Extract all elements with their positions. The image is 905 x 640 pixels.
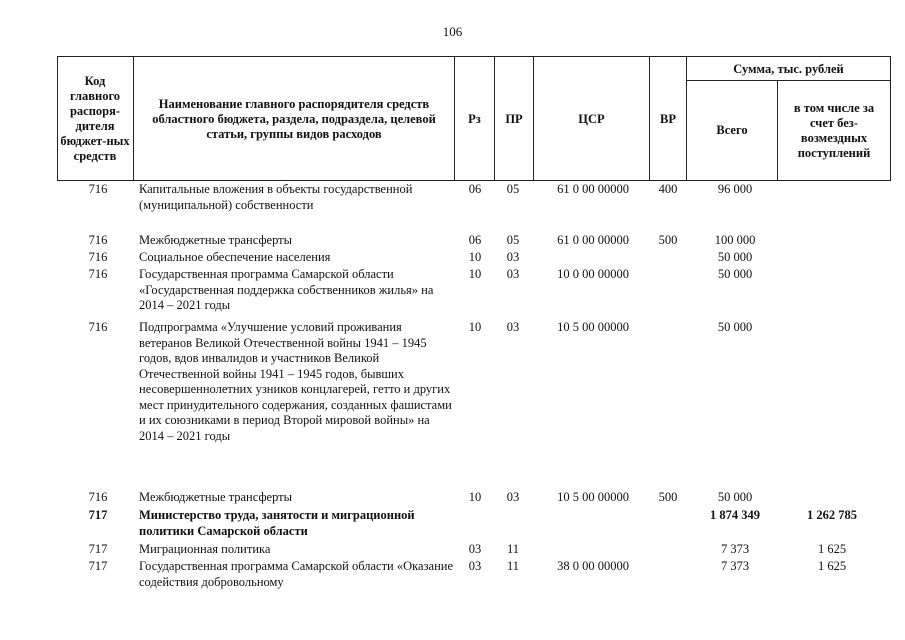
cell-name: Миграционная политика — [139, 542, 271, 556]
cell-rz: 03 — [468, 542, 482, 556]
cell-vr: 500 — [658, 490, 678, 504]
cell-total: 50 000 — [717, 267, 753, 281]
cell-name: Межбюджетные трансферты — [139, 490, 293, 504]
cell-total: 50 000 — [717, 490, 753, 504]
cell-total: 50 000 — [717, 250, 753, 264]
header-divider-total — [777, 80, 778, 181]
header-divider-code — [133, 56, 134, 181]
cell-pr: 11 — [506, 542, 520, 556]
cell-rz: 10 — [468, 267, 482, 281]
cell-csr: 61 0 00 00000 — [557, 233, 629, 247]
cell-name: Министерство труда, занятости и миграционной политики Самарской области — [139, 508, 415, 538]
header-rz: Рз — [468, 111, 481, 126]
cell-total: 7 373 — [720, 542, 750, 556]
cell-code: 716 — [88, 250, 108, 264]
header-free: в том числе за счет без-возмездных поступлений — [793, 100, 875, 160]
cell-pr: 05 — [506, 182, 520, 196]
cell-code: 716 — [88, 267, 108, 281]
header-vr: ВР — [660, 111, 676, 126]
cell-rz: 10 — [468, 320, 482, 334]
cell-vr: 500 — [658, 233, 678, 247]
cell-csr: 10 5 00 00000 — [557, 320, 629, 334]
header-border-right — [890, 56, 891, 181]
cell-csr: 38 0 00 00000 — [557, 559, 629, 573]
cell-name: Государственная программа Самарской области «Государственная поддержка собственников жилья» на 2014 – 2021 годы — [139, 267, 434, 312]
header-code: Код главного распоря-дителя бюджет-ных средств — [60, 74, 130, 163]
cell-rz: 06 — [468, 233, 482, 247]
header-top-border — [57, 56, 891, 57]
header-total-label: Всего — [716, 123, 748, 137]
cell-name: Межбюджетные трансферты — [139, 233, 293, 247]
header-border-left — [57, 56, 58, 181]
cell-code: 716 — [88, 490, 108, 504]
page-number: 106 — [442, 24, 463, 39]
cell-vr: 400 — [658, 182, 678, 196]
cell-pr: 05 — [506, 233, 520, 247]
cell-pr: 03 — [506, 250, 520, 264]
cell-code: 717 — [88, 559, 108, 573]
cell-name: Подпрограмма «Улучшение условий проживания ветеранов Великой Отечественной войны 1941 – 1945 годов, вдов инвалидов и участников Великой Отечественной войны 1941 – 1945 годов, бывших несовершеннолетних узников концлагерей, гетто и других мест принудительного содержания, созданных фашистами и их союзниками в период Второй мировой войны» на 2014 – 2021 годы — [139, 320, 452, 443]
cell-pr: 03 — [506, 490, 520, 504]
cell-pr: 11 — [506, 559, 520, 573]
cell-name: Социальное обеспечение населения — [139, 250, 331, 264]
cell-total: 96 000 — [717, 182, 753, 196]
cell-total: 100 000 — [714, 233, 756, 247]
cell-pr: 03 — [506, 320, 520, 334]
header-pr: ПР — [505, 111, 523, 126]
cell-code: 716 — [88, 182, 108, 196]
cell-total: 50 000 — [717, 320, 753, 334]
header-name: Наименование главного распорядителя средств областного бюджета, раздела, подраздела, целевой статьи, группы видов расходов — [152, 96, 436, 141]
cell-total: 7 373 — [720, 559, 750, 573]
header-csr: ЦСР — [578, 111, 605, 126]
cell-name: Капитальные вложения в объекты государственной (муниципальной) собственности — [139, 182, 413, 212]
cell-rz: 10 — [468, 490, 482, 504]
cell-rz: 03 — [468, 559, 482, 573]
header-sum: Сумма, тыс. рублей — [733, 61, 844, 76]
cell-csr: 10 0 00 00000 — [557, 267, 629, 281]
cell-name: Государственная программа Самарской области «Оказание содействия добровольному — [139, 559, 453, 589]
cell-csr: 61 0 00 00000 — [557, 182, 629, 196]
cell-code: 716 — [88, 320, 108, 334]
cell-free: 1 262 785 — [807, 508, 857, 522]
header-bottom-border — [57, 180, 891, 181]
cell-rz: 06 — [468, 182, 482, 196]
cell-total: 1 874 349 — [710, 508, 760, 522]
cell-free: 1 625 — [817, 559, 847, 573]
cell-pr: 03 — [506, 267, 520, 281]
cell-csr: 10 5 00 00000 — [557, 490, 629, 504]
cell-code: 717 — [88, 542, 108, 556]
cell-rz: 10 — [468, 250, 482, 264]
table-header — [57, 56, 891, 181]
cell-code: 717 — [88, 508, 108, 522]
cell-code: 716 — [88, 233, 108, 247]
cell-free: 1 625 — [817, 542, 847, 556]
